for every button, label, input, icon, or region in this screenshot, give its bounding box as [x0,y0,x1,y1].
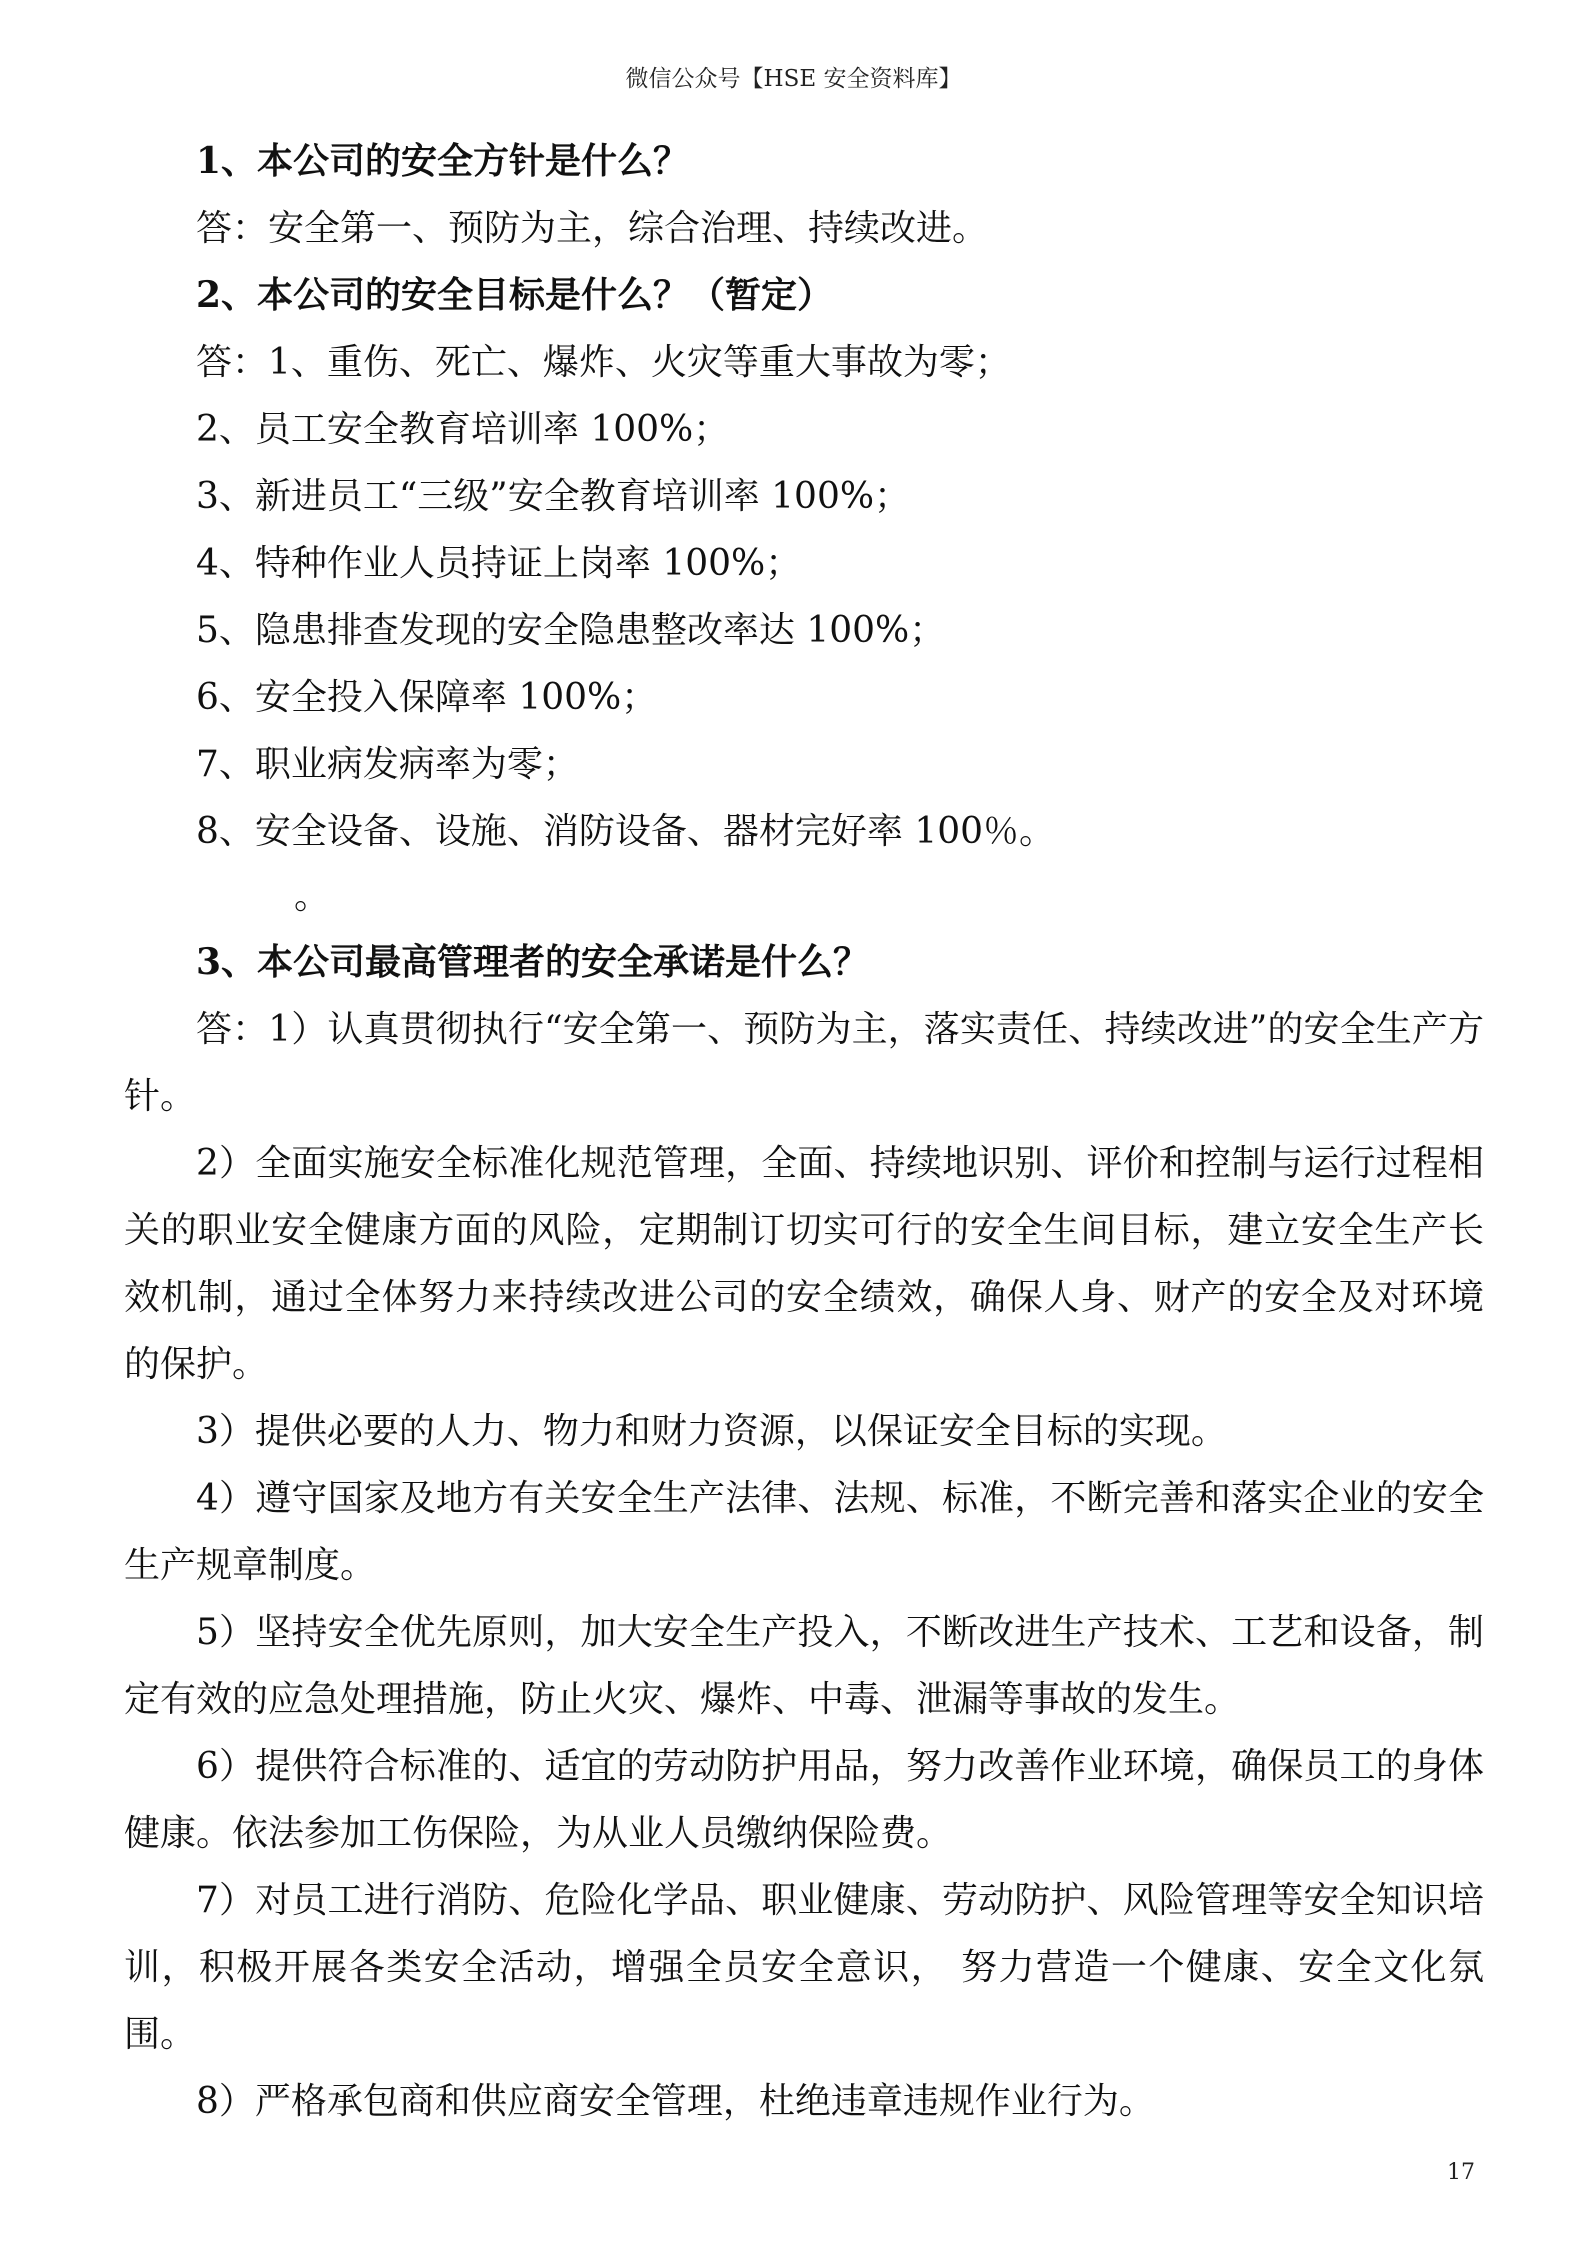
page-number: 17 [1447,2160,1475,2185]
answer-3-paragraph-3: 3）提供必要的人力、物力和财力资源，以保证安全目标的实现。 [196,1411,1227,1452]
answer-2-item-2: 2、员工安全教育培训率 100%； [196,409,730,450]
answer-2-item-3: 3、新进员工“三级”安全教育培训率 100%； [196,476,911,517]
answer-1: 答：安全第一、预防为主，综合治理、持续改进。 [196,208,989,249]
question-3: 3、本公司最高管理者的安全承诺是什么？ [196,941,870,983]
document-body [124,128,1484,2135]
question-1: 1、本公司的安全方针是什么？ [196,140,690,182]
question-2: 2、本公司的安全目标是什么？（暂定） [196,274,834,316]
answer-2-item-1: 答：1、重伤、死亡、爆炸、火灾等重大事故为零； [196,342,1011,383]
answer-2-item-6: 6、安全投入保障率 100%； [196,677,658,718]
answer-3-paragraph-4: 4）遵守国家及地方有关安全生产法律、法规、标准，不断完善和落实企业的安全生产规章制度。 [124,1478,1484,1586]
answer-3-paragraph-2: 2）全面实施安全标准化规范管理，全面、持续地识别、评价和控制与运行过程相关的职业安全健康方面的风险，定期制订切实可行的安全生间目标，建立安全生产长效机制，通过全体努力来持续改进公司的安全绩效，确保人身、财产的安全及对环境的保护。 [124,1143,1484,1385]
answer-3-paragraph-7: 7）对员工进行消防、危险化学品、职业健康、劳动防护、风险管理等安全知识培训，积极开展各类安全活动，增强全员安全意识， 努力营造一个健康、安全文化氛围。 [124,1880,1484,2055]
answer-2-item-7: 7、职业病发病率为零； [196,744,579,785]
answer-2-item-4: 4、特种作业人员持证上岗率 100%； [196,543,802,584]
answer-2-item-8: 8、安全设备、设施、消防设备、器材完好率 100％。 [196,811,1056,852]
page-header: 微信公众号【HSE 安全资料库】 [625,66,962,92]
answer-3-paragraph-6: 6）提供符合标准的、适宜的劳动防护用品，努力改善作业环境，确保员工的身体健康。依法参加工伤保险，为从业人员缴纳保险费。 [124,1746,1484,1854]
stray-period: 。 [294,876,331,917]
answer-3-paragraph-8: 8）严格承包商和供应商安全管理，杜绝违章违规作业行为。 [196,2081,1155,2122]
answer-2-item-5: 5、隐患排查发现的安全隐患整改率达 100%； [196,610,946,651]
answer-3-paragraph-1: 答：1）认真贯彻执行“安全第一、预防为主，落实责任、持续改进”的安全生产方针。 [124,1009,1484,1117]
answer-3-paragraph-5: 5）坚持安全优先原则，加大安全生产投入，不断改进生产技术、工艺和设备，制定有效的应急处理措施，防止火灾、爆炸、中毒、泄漏等事故的发生。 [124,1612,1484,1720]
